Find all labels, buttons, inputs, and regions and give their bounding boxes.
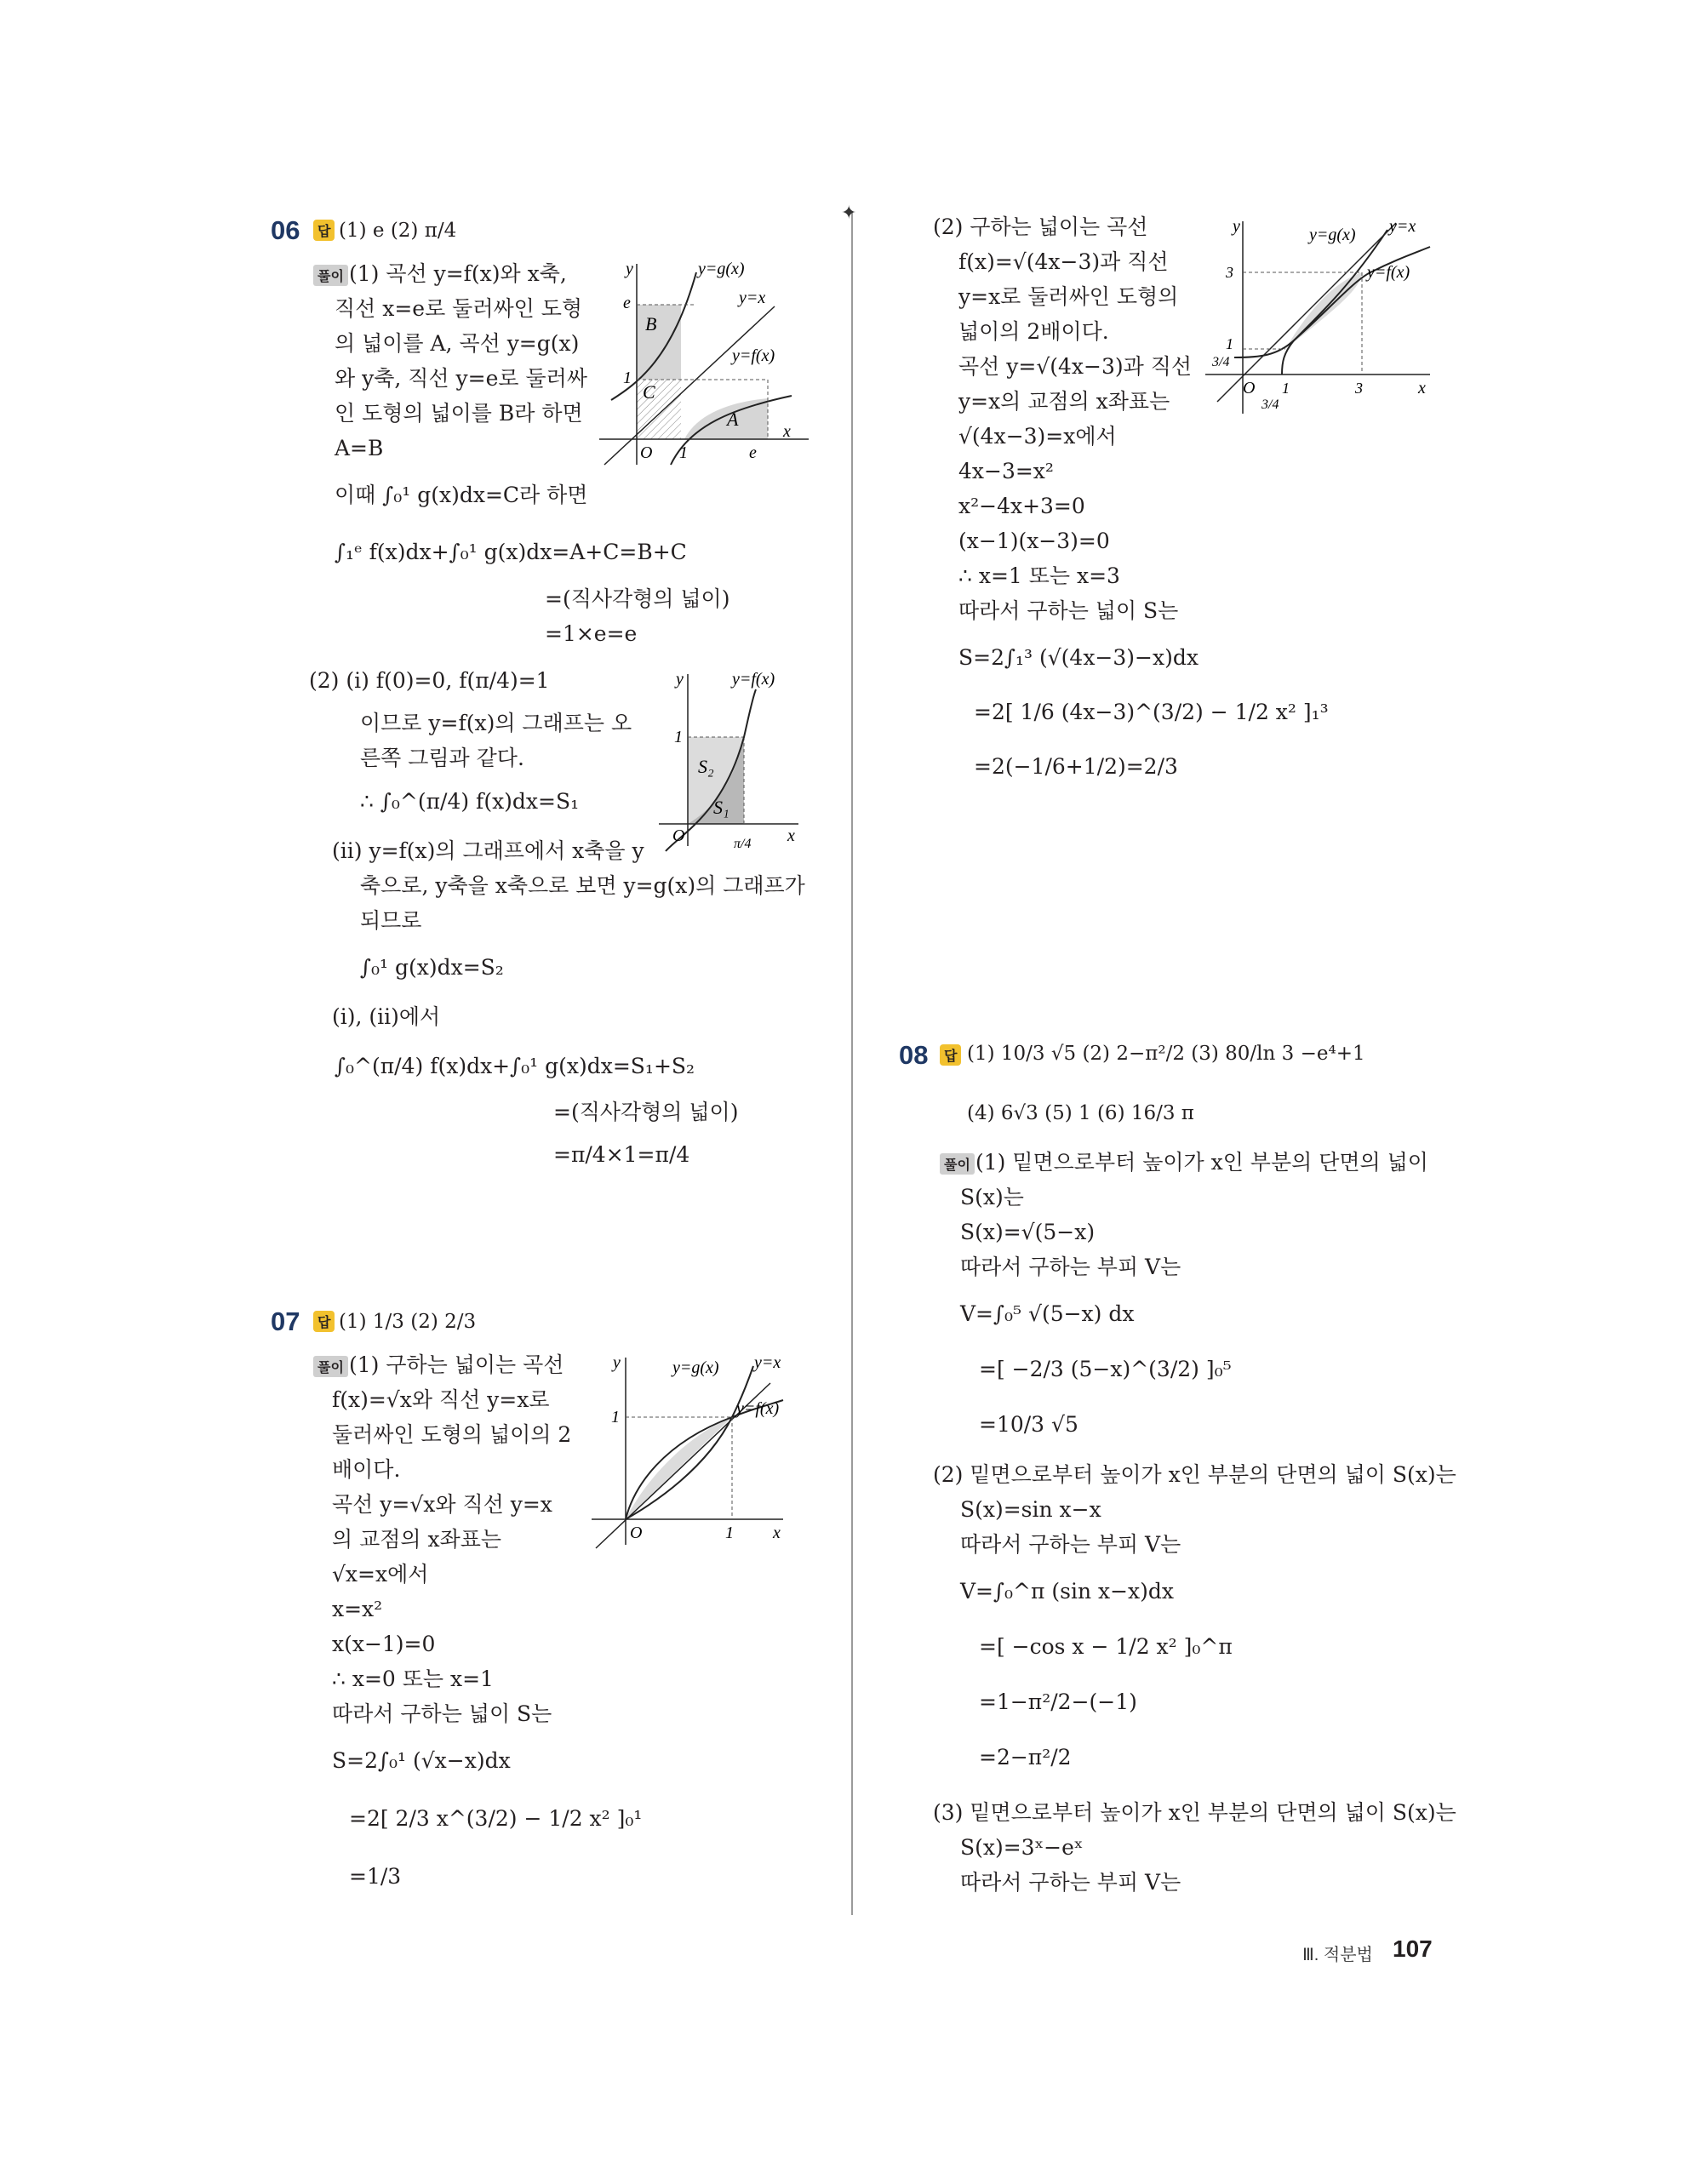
p06-line: (i), (ii)에서: [332, 1004, 441, 1029]
separator-ornament: ✦: [841, 203, 857, 224]
p07-part2-line: y=x의 교점의 x좌표는: [958, 389, 1170, 414]
g1-label: e: [749, 443, 757, 462]
p07-line: (1) 구하는 넓이는 곡선: [349, 1352, 564, 1377]
p06-line: 인 도형의 넓이를 B라 하면: [335, 401, 583, 426]
g1-label: A: [727, 409, 739, 430]
p07-part2-line: ∴ x=1 또는 x=3: [958, 563, 1120, 588]
p07-line: 배이다.: [332, 1457, 401, 1482]
p07-part2-line: 따라서 구하는 넓이 S는: [958, 598, 1179, 623]
p08-line: (1) 밑면으로부터 높이가 x인 부분의 단면의 넓이: [975, 1150, 1428, 1175]
graph-07-1: [587, 1349, 809, 1553]
chapter-title: Ⅲ. 적분법: [1302, 1946, 1373, 1964]
p06-line: ∫₀^(π/4) f(x)dx+∫₀¹ g(x)dx=S₁+S₂: [335, 1054, 695, 1078]
p06-line: A=B: [335, 436, 384, 460]
p06-line: 직선 x=e로 둘러싸인 도형: [335, 296, 583, 321]
answer-badge: 답: [313, 1311, 335, 1332]
g4-label: 3: [1355, 380, 1363, 397]
g1-label: 1: [623, 369, 632, 387]
g3-label: y=g(x): [672, 1358, 719, 1377]
g4-label: y=x: [1389, 217, 1416, 236]
g3-label: y=f(x): [736, 1399, 780, 1418]
g2-label: y: [676, 670, 684, 689]
g2-label: 1: [674, 728, 683, 746]
p07-line: S=2∫₀¹ (√x−x)dx: [332, 1748, 511, 1773]
g3-label: O: [630, 1524, 643, 1542]
p07-line: =1/3: [349, 1864, 402, 1889]
p06-line: =π/4×1=π/4: [553, 1142, 690, 1167]
g3-label: y: [613, 1353, 621, 1372]
p08-line: =2−π²/2: [979, 1745, 1072, 1769]
page-number: 107: [1393, 1935, 1433, 1962]
g2-label: x: [787, 826, 795, 845]
p08-line: S(x)는: [960, 1185, 1024, 1209]
graph-07-2: [1200, 213, 1447, 426]
p07-part2-line: x²−4x+3=0: [958, 494, 1085, 518]
g1-label: y=x: [739, 289, 766, 307]
g4-label: y=f(x): [1367, 263, 1410, 282]
g1-label: y=g(x): [698, 260, 745, 278]
answer-06: (1) e (2) π/4: [339, 220, 457, 242]
p06-line: (1) 곡선 y=f(x)와 x축,: [349, 261, 567, 286]
p06-line: 와 y축, 직선 y=e로 둘러싸: [335, 366, 587, 391]
p07-part2-line: 넓이의 2배이다.: [958, 319, 1109, 344]
answer-07: (1) 1/3 (2) 2/3: [339, 1311, 477, 1333]
p08-line: =[ −cos x − 1/2 x² ]₀^π: [979, 1634, 1233, 1659]
p08-line: V=∫₀⁵ √(5−x) dx: [960, 1301, 1135, 1326]
g4-label: 3: [1226, 264, 1233, 281]
p07-line: =2[ 2/3 x^(3/2) − 1/2 x² ]₀¹: [349, 1806, 643, 1831]
g4-label: y: [1233, 217, 1240, 236]
p08-line: =[ −2/3 (5−x)^(3/2) ]₀⁵: [979, 1357, 1232, 1381]
answer-08-row2: (4) 6√3 (5) 1 (6) 16/3 π: [967, 1102, 1194, 1124]
g4-label: x: [1418, 379, 1426, 397]
p06-line: (2) (i) f(0)=0, f(π/4)=1: [309, 668, 550, 693]
g1-label: y: [626, 260, 633, 278]
g1-label: 1: [679, 443, 688, 462]
g4-label: 1: [1282, 380, 1290, 397]
p07-part2-line: f(x)=√(4x−3)과 직선: [958, 249, 1169, 274]
g4-label: 3/4: [1262, 397, 1279, 412]
p06-line: ∫₁ᵉ f(x)dx+∫₀¹ g(x)dx=A+C=B+C: [335, 540, 687, 564]
solution-badge: 풀이: [940, 1153, 975, 1175]
p07-part2-line: √(4x−3)=x에서: [958, 424, 1117, 449]
p06-line: (ii) y=f(x)의 그래프에서 x축을 y: [332, 838, 644, 863]
answer-badge: 답: [940, 1044, 961, 1066]
p07-part2-line: y=x로 둘러싸인 도형의: [958, 284, 1179, 309]
p07-line: √x=x에서: [332, 1562, 429, 1587]
g1-label: C: [643, 381, 655, 403]
p07-line: 따라서 구하는 넓이 S는: [332, 1701, 552, 1726]
p06-line: 의 넓이를 A, 곡선 y=g(x): [335, 331, 580, 356]
solution-badge: 풀이: [313, 1356, 348, 1377]
p08-line: S(x)=√(5−x): [960, 1220, 1096, 1244]
g1-label: e: [623, 294, 631, 312]
p08-line: =10/3 √5: [979, 1412, 1078, 1437]
p07-line: f(x)=√x와 직선 y=x로: [332, 1387, 550, 1412]
solution-badge: 풀이: [313, 265, 348, 286]
p08-line: =1−π²/2−(−1): [979, 1689, 1137, 1714]
p07-line: 둘러싸인 도형의 넓이의 2: [332, 1422, 572, 1447]
p07-part2-line: 곡선 y=√(4x−3)과 직선: [958, 354, 1193, 379]
answer-08-row1: (1) 10/3 √5 (2) 2−π²/2 (3) 80/ln 3 −e⁴+1: [967, 1043, 1365, 1065]
problem-number-06: 06: [271, 215, 300, 245]
g2-label: S₁: [713, 797, 729, 818]
p08-line: V=∫₀^π (sin x−x)dx: [960, 1579, 1175, 1604]
p07-part2-line: S=2∫₁³ (√(4x−3)−x)dx: [958, 645, 1199, 670]
g2-label: S₂: [698, 756, 714, 777]
p07-line: 의 교점의 x좌표는: [332, 1527, 502, 1552]
p07-part2-line: 4x−3=x²: [958, 459, 1054, 483]
g4-label: O: [1243, 379, 1256, 397]
g2-label: O: [672, 826, 685, 845]
g3-label: x: [773, 1524, 781, 1542]
g1-label: O: [640, 443, 653, 462]
p08-line: 따라서 구하는 부피 V는: [960, 1870, 1181, 1895]
graph-06-2: [655, 664, 826, 860]
p08-line: 따라서 구하는 부피 V는: [960, 1255, 1181, 1279]
p07-part2-line: =2(−1/6+1/2)=2/3: [974, 754, 1178, 779]
g1-label: y=f(x): [732, 346, 775, 365]
p08-line: (3) 밑면으로부터 높이가 x인 부분의 단면의 넓이 S(x)는: [933, 1800, 1456, 1825]
p06-line: ∫₀¹ g(x)dx=S₂: [360, 955, 504, 980]
g3-label: y=x: [754, 1353, 781, 1372]
answer-badge: 답: [313, 220, 335, 241]
g2-label: π/4: [734, 837, 752, 851]
p06-line: 이므로 y=f(x)의 그래프는 오: [360, 711, 632, 735]
g4-label: 3/4: [1212, 355, 1230, 369]
p07-part2-line: (x−1)(x−3)=0: [958, 529, 1110, 553]
g1-label: x: [783, 422, 791, 441]
p07-part2-line: =2[ 1/6 (4x−3)^(3/2) − 1/2 x² ]₁³: [974, 700, 1329, 724]
p07-line: x(x−1)=0: [332, 1632, 436, 1656]
p08-line: 따라서 구하는 부피 V는: [960, 1532, 1181, 1557]
p06-line: =1×e=e: [545, 621, 638, 646]
g3-label: 1: [725, 1524, 734, 1542]
p07-line: 곡선 y=√x와 직선 y=x: [332, 1492, 552, 1517]
problem-number-07: 07: [271, 1306, 300, 1336]
problem-number-08: 08: [899, 1040, 929, 1070]
g4-label: 1: [1226, 335, 1233, 352]
g2-label: y=f(x): [732, 670, 775, 689]
graph-06-1: [596, 255, 817, 468]
g1-label: B: [645, 313, 657, 334]
p07-part2-line: (2) 구하는 넓이는 곡선: [933, 214, 1148, 239]
p08-line: S(x)=sin x−x: [960, 1497, 1101, 1522]
p07-line: ∴ x=0 또는 x=1: [332, 1667, 494, 1691]
p08-line: S(x)=3ˣ−eˣ: [960, 1835, 1084, 1860]
p06-line: 이때 ∫₀¹ g(x)dx=C라 하면: [335, 483, 588, 507]
p06-line: 되므로: [360, 908, 422, 933]
p06-line: 른쪽 그림과 같다.: [360, 746, 524, 770]
p06-line: ∴ ∫₀^(π/4) f(x)dx=S₁: [360, 789, 580, 814]
p06-line: =(직사각형의 넓이): [545, 586, 730, 611]
p08-line: (2) 밑면으로부터 높이가 x인 부분의 단면의 넓이 S(x)는: [933, 1462, 1456, 1487]
column-separator: [851, 213, 853, 1915]
p06-line: 축으로, y축을 x축으로 보면 y=g(x)의 그래프가: [360, 873, 805, 898]
p06-line: =(직사각형의 넓이): [553, 1100, 739, 1124]
g3-label: 1: [611, 1408, 620, 1426]
p07-line: x=x²: [332, 1597, 383, 1621]
g4-label: y=g(x): [1309, 226, 1356, 244]
